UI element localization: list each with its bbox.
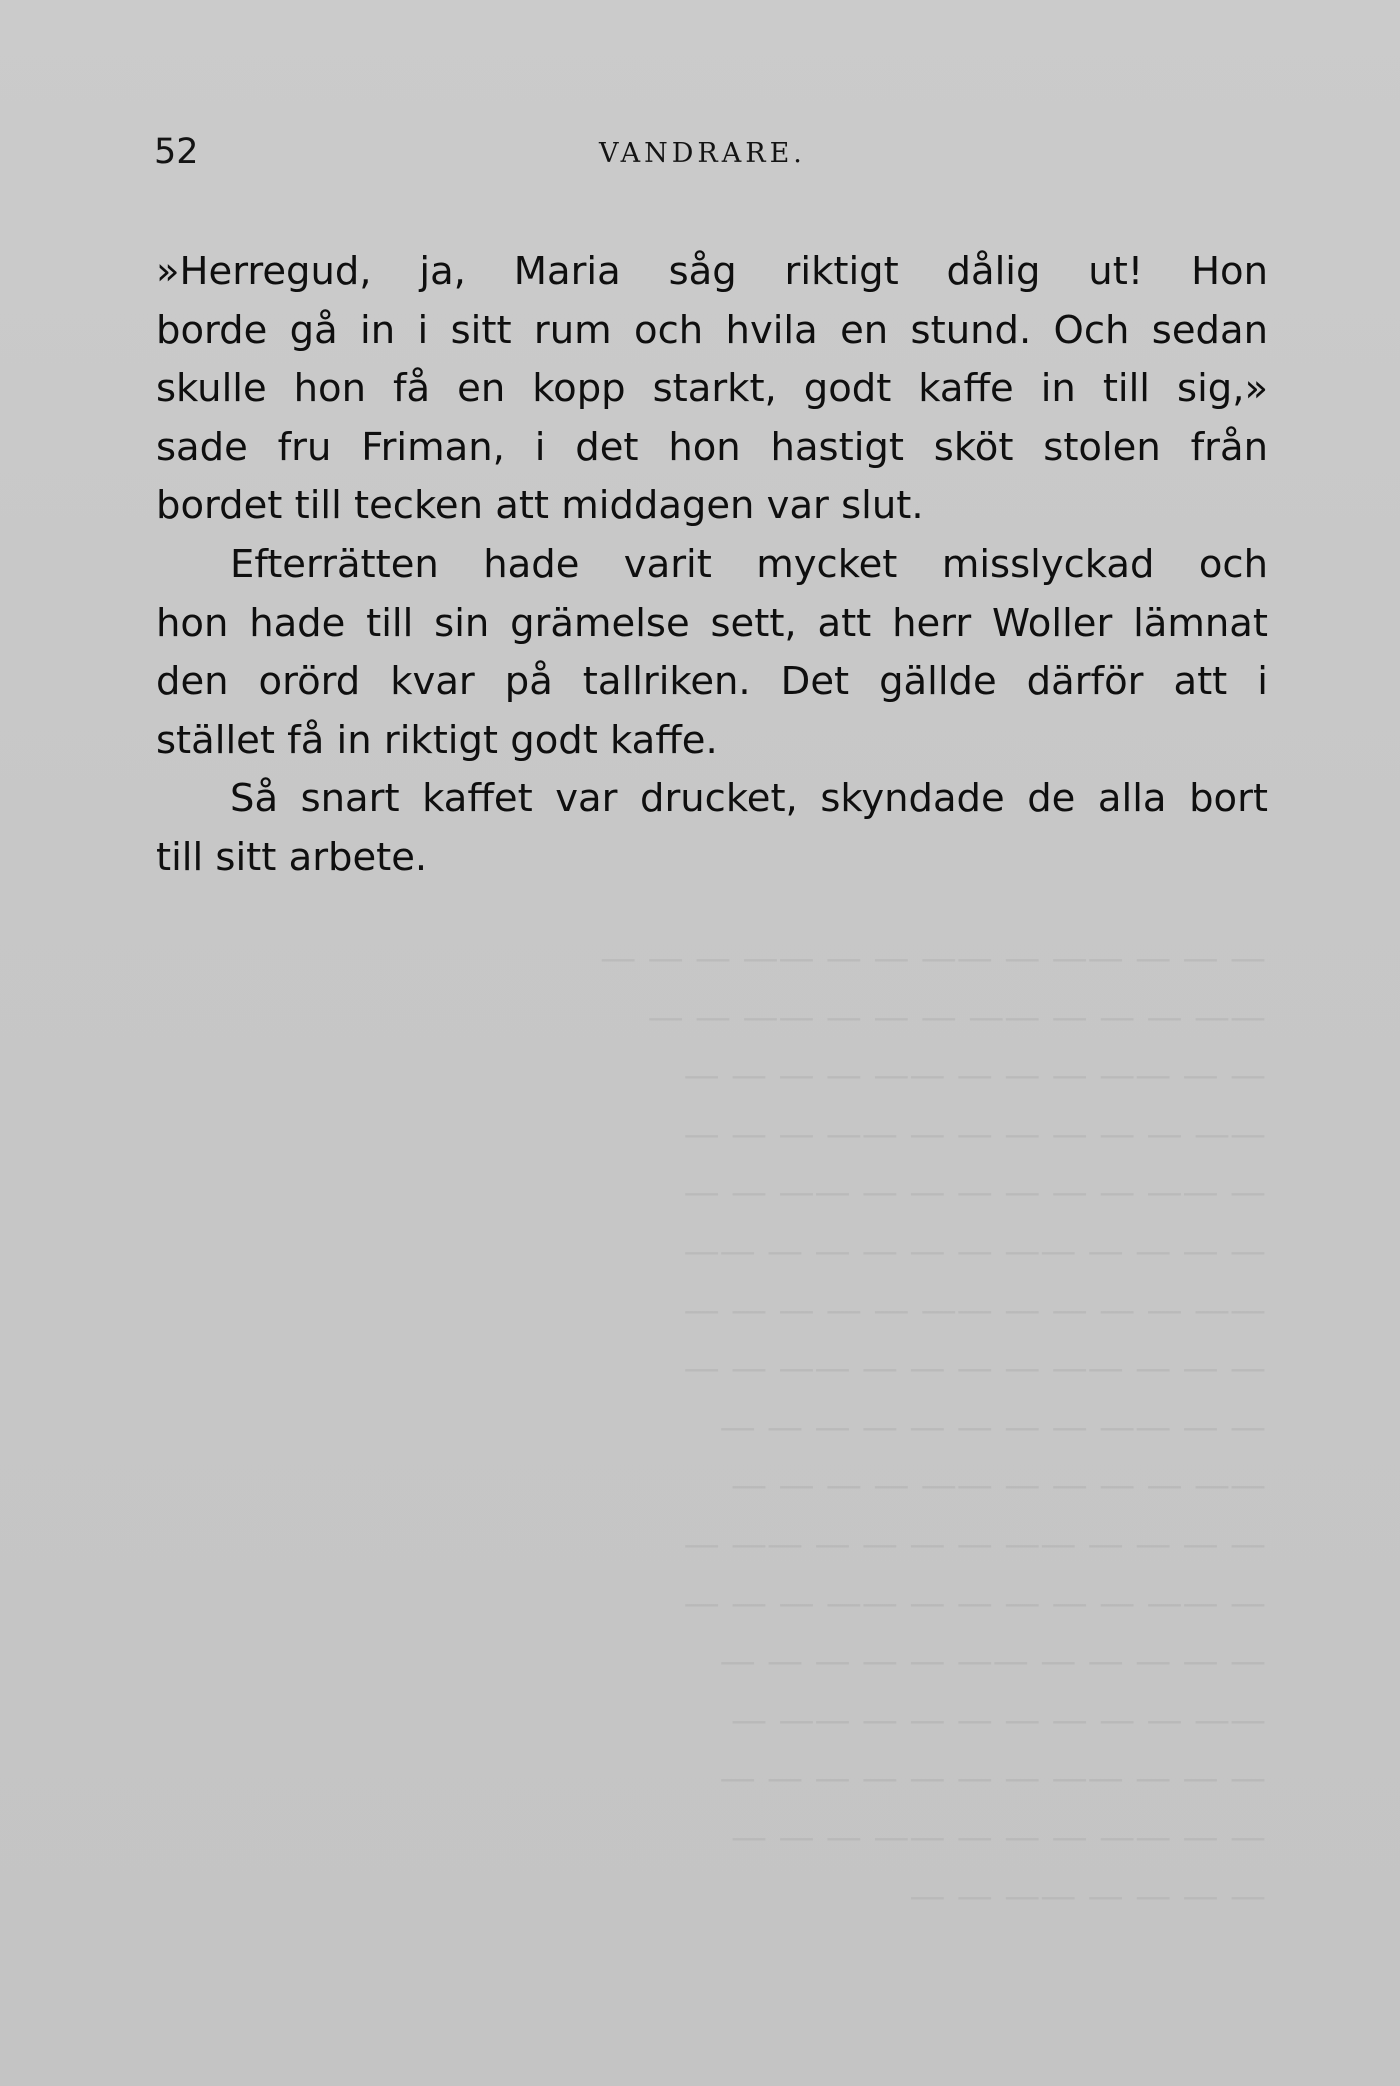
text-line: borde gå in i sitt rum och hvila en stund. Och sedan [156,307,1268,353]
text-line: sade fru Friman, i det hon hastigt sköt stolen från [156,424,1268,470]
text-line: Så snart kaffet var drucket, skyndade de alla bort [230,776,1268,822]
text-line: skulle hon få en kopp starkt, godt kaffe in till sig,» [156,366,1268,412]
text-line: »Herregud, ja, Maria såg riktigt dålig ut! Hon [156,249,1268,294]
text-line: stället få in riktigt godt kaffe. [156,717,718,763]
text-line: hon hade till sin grämelse sett, att herr Woller lämnat [156,600,1268,646]
text-line: bordet till tecken att middagen var slut. [156,483,924,529]
page-number: 52 [154,132,199,172]
text-line: till sitt arbete. [156,834,428,880]
page-header [154,132,1270,182]
text-line: den orörd kvar på tallriken. Det gällde därför att i [156,659,1268,705]
text-line: Efterrätten hade varit mycket misslyckad och [230,541,1268,587]
running-title: VANDRARE. [599,138,806,169]
show-through-texture: — — — —— — —— — — —— — — — —— — — — —— — — — —— — — — — —— — — — —— — — — — —— — — — — — — —— — — — — —— — — — — — — —— — — — — — — —— — — — — — —— —— — — — — —— — — — — — — — — —— — — — — —— — — — — —— — — — — — — — — —— — — — — —— — — — — — — — — —— — — — — —— — — —— — — — — — —— — — — — — — — — —— — — — — — —— — — — — — — — —— — — — — —— — — — — — — — — — —— — — — —— — — — — — — — —— — — [600,938,1266,1917]
body-text [156,243,1268,888]
